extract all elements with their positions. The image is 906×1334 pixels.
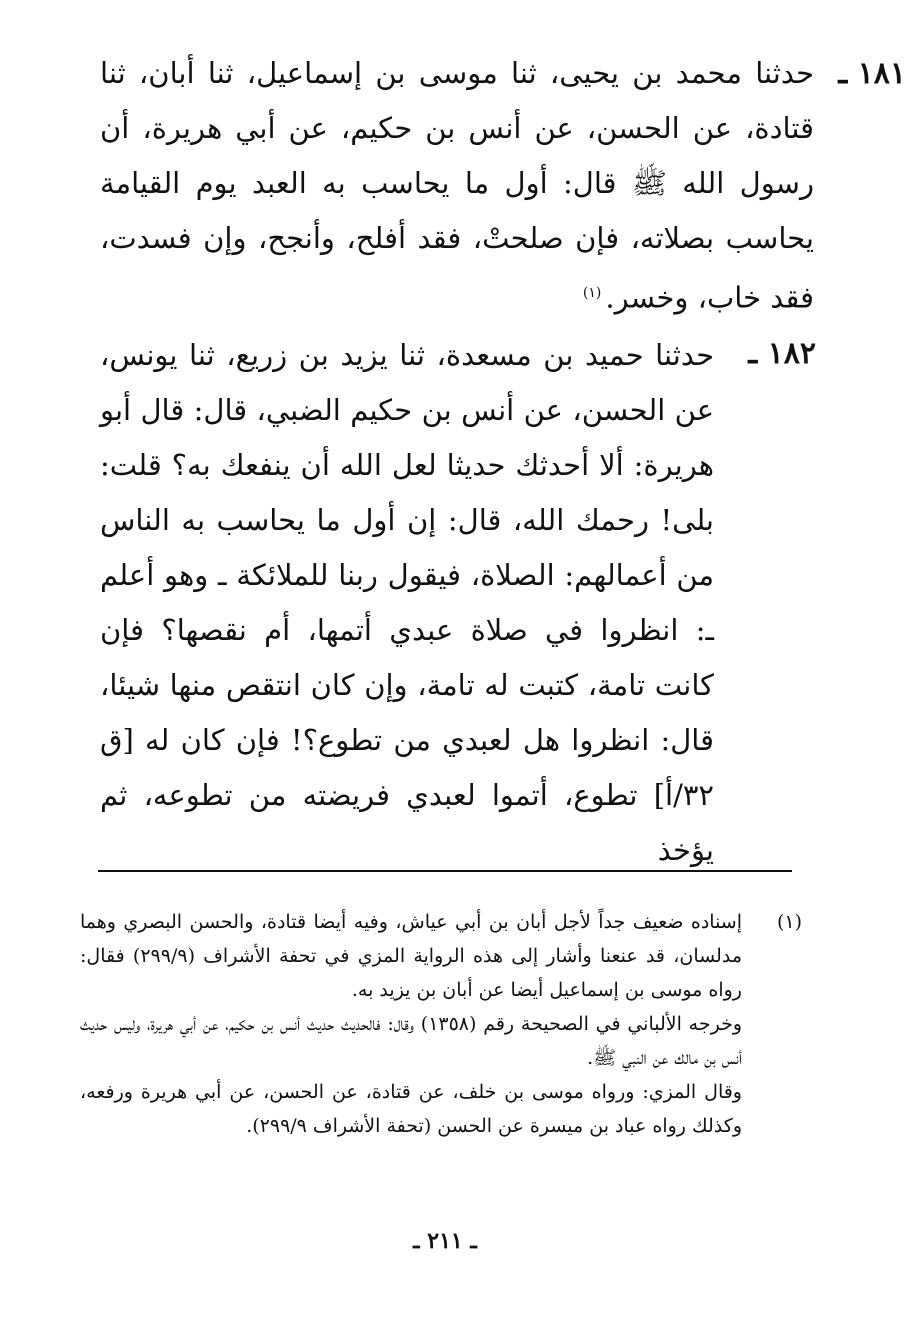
hadith-181 xyxy=(100,46,906,326)
footnote-marker: (١) xyxy=(582,285,602,301)
hadith-number: ١٨٢ ـ xyxy=(748,336,816,371)
footnote-paragraph: وقال المزي: ورواه موسى بن خلف، عن قتادة، عن الحسن، عن أبي هريرة ورفعه، وكذلك رواه عباد بن ميسرة عن الحسن (تحفة الأشراف ٢٩٩/٩). xyxy=(80,1081,742,1137)
footnote-body xyxy=(80,905,742,1143)
hadith-text xyxy=(100,46,814,326)
hadith-number: ١٨١ ـ xyxy=(838,56,906,91)
hadith-182 xyxy=(100,328,816,878)
hadith-body: حدثنا محمد بن يحيى، ثنا موسى بن إسماعيل، ثنا أبان، ثنا قتادة، عن الحسن، عن أنس بن حكيم، عن أبي هريرة، أن رسول الله ﷺ قال: أول ما يحاسب به العبد يوم القيامة يحاسب بصلاته، فإن صلحتْ، فقد أفلح، وأنجح، وإن فسدت، فقد خاب، وخسر. xyxy=(100,56,814,315)
footnote-separator xyxy=(98,870,792,872)
hadith-body: حدثنا حميد بن مسعدة، ثنا يزيد بن زريع، ثنا يونس، عن الحسن، عن أنس بن حكيم الضبي، قال: قال أبو هريرة: ألا أحدثك حديثا لعل الله أن ينفعك به؟ قلت: بلى! رحمك الله، قال: إن أول ما يحاسب به الناس من أعمالهم: الصلاة، فيقول ربنا للملائكة ـ وهو أعلم ـ: انظروا في صلاة عبدي أتمها، أم نقصها؟ فإن كانت تامة، كتبت له تامة، وإن كان انتقص منها شيئا، قال: انظروا هل لعبدي من تطوع؟! فإن كان له [ق ٣٢/أ] تطوع، أتموا لعبدي فريضته من تطوعه، ثم يؤخذ xyxy=(100,338,714,867)
footnotes xyxy=(80,905,802,1143)
footnote-paragraph: إسناده ضعيف جداً لأجل أبان بن أبي عياش، وفيه أيضا قتادة، والحسن البصري وهما مدلسان، قد عنعنا وأشار إلى هذه الرواية المزي في تحفة الأشراف (٢٩٩/٩) فقال: رواه موسى بن إسماعيل أيضا عن أبان بن يزيد به. xyxy=(80,911,742,1001)
page-number: ـ ٢١١ ـ xyxy=(413,1228,477,1254)
footnote-paragraph: وخرجه الألباني في الصحيحة رقم (١٣٥٨) وقال: فالحديث حديث أنس بن حكيم، عن أبي هريرة، وليس حديث أنس بن مالك عن النبي ﷺ. xyxy=(80,1013,742,1069)
footnote-label: (١) xyxy=(776,911,802,933)
hadith-text xyxy=(100,328,714,878)
